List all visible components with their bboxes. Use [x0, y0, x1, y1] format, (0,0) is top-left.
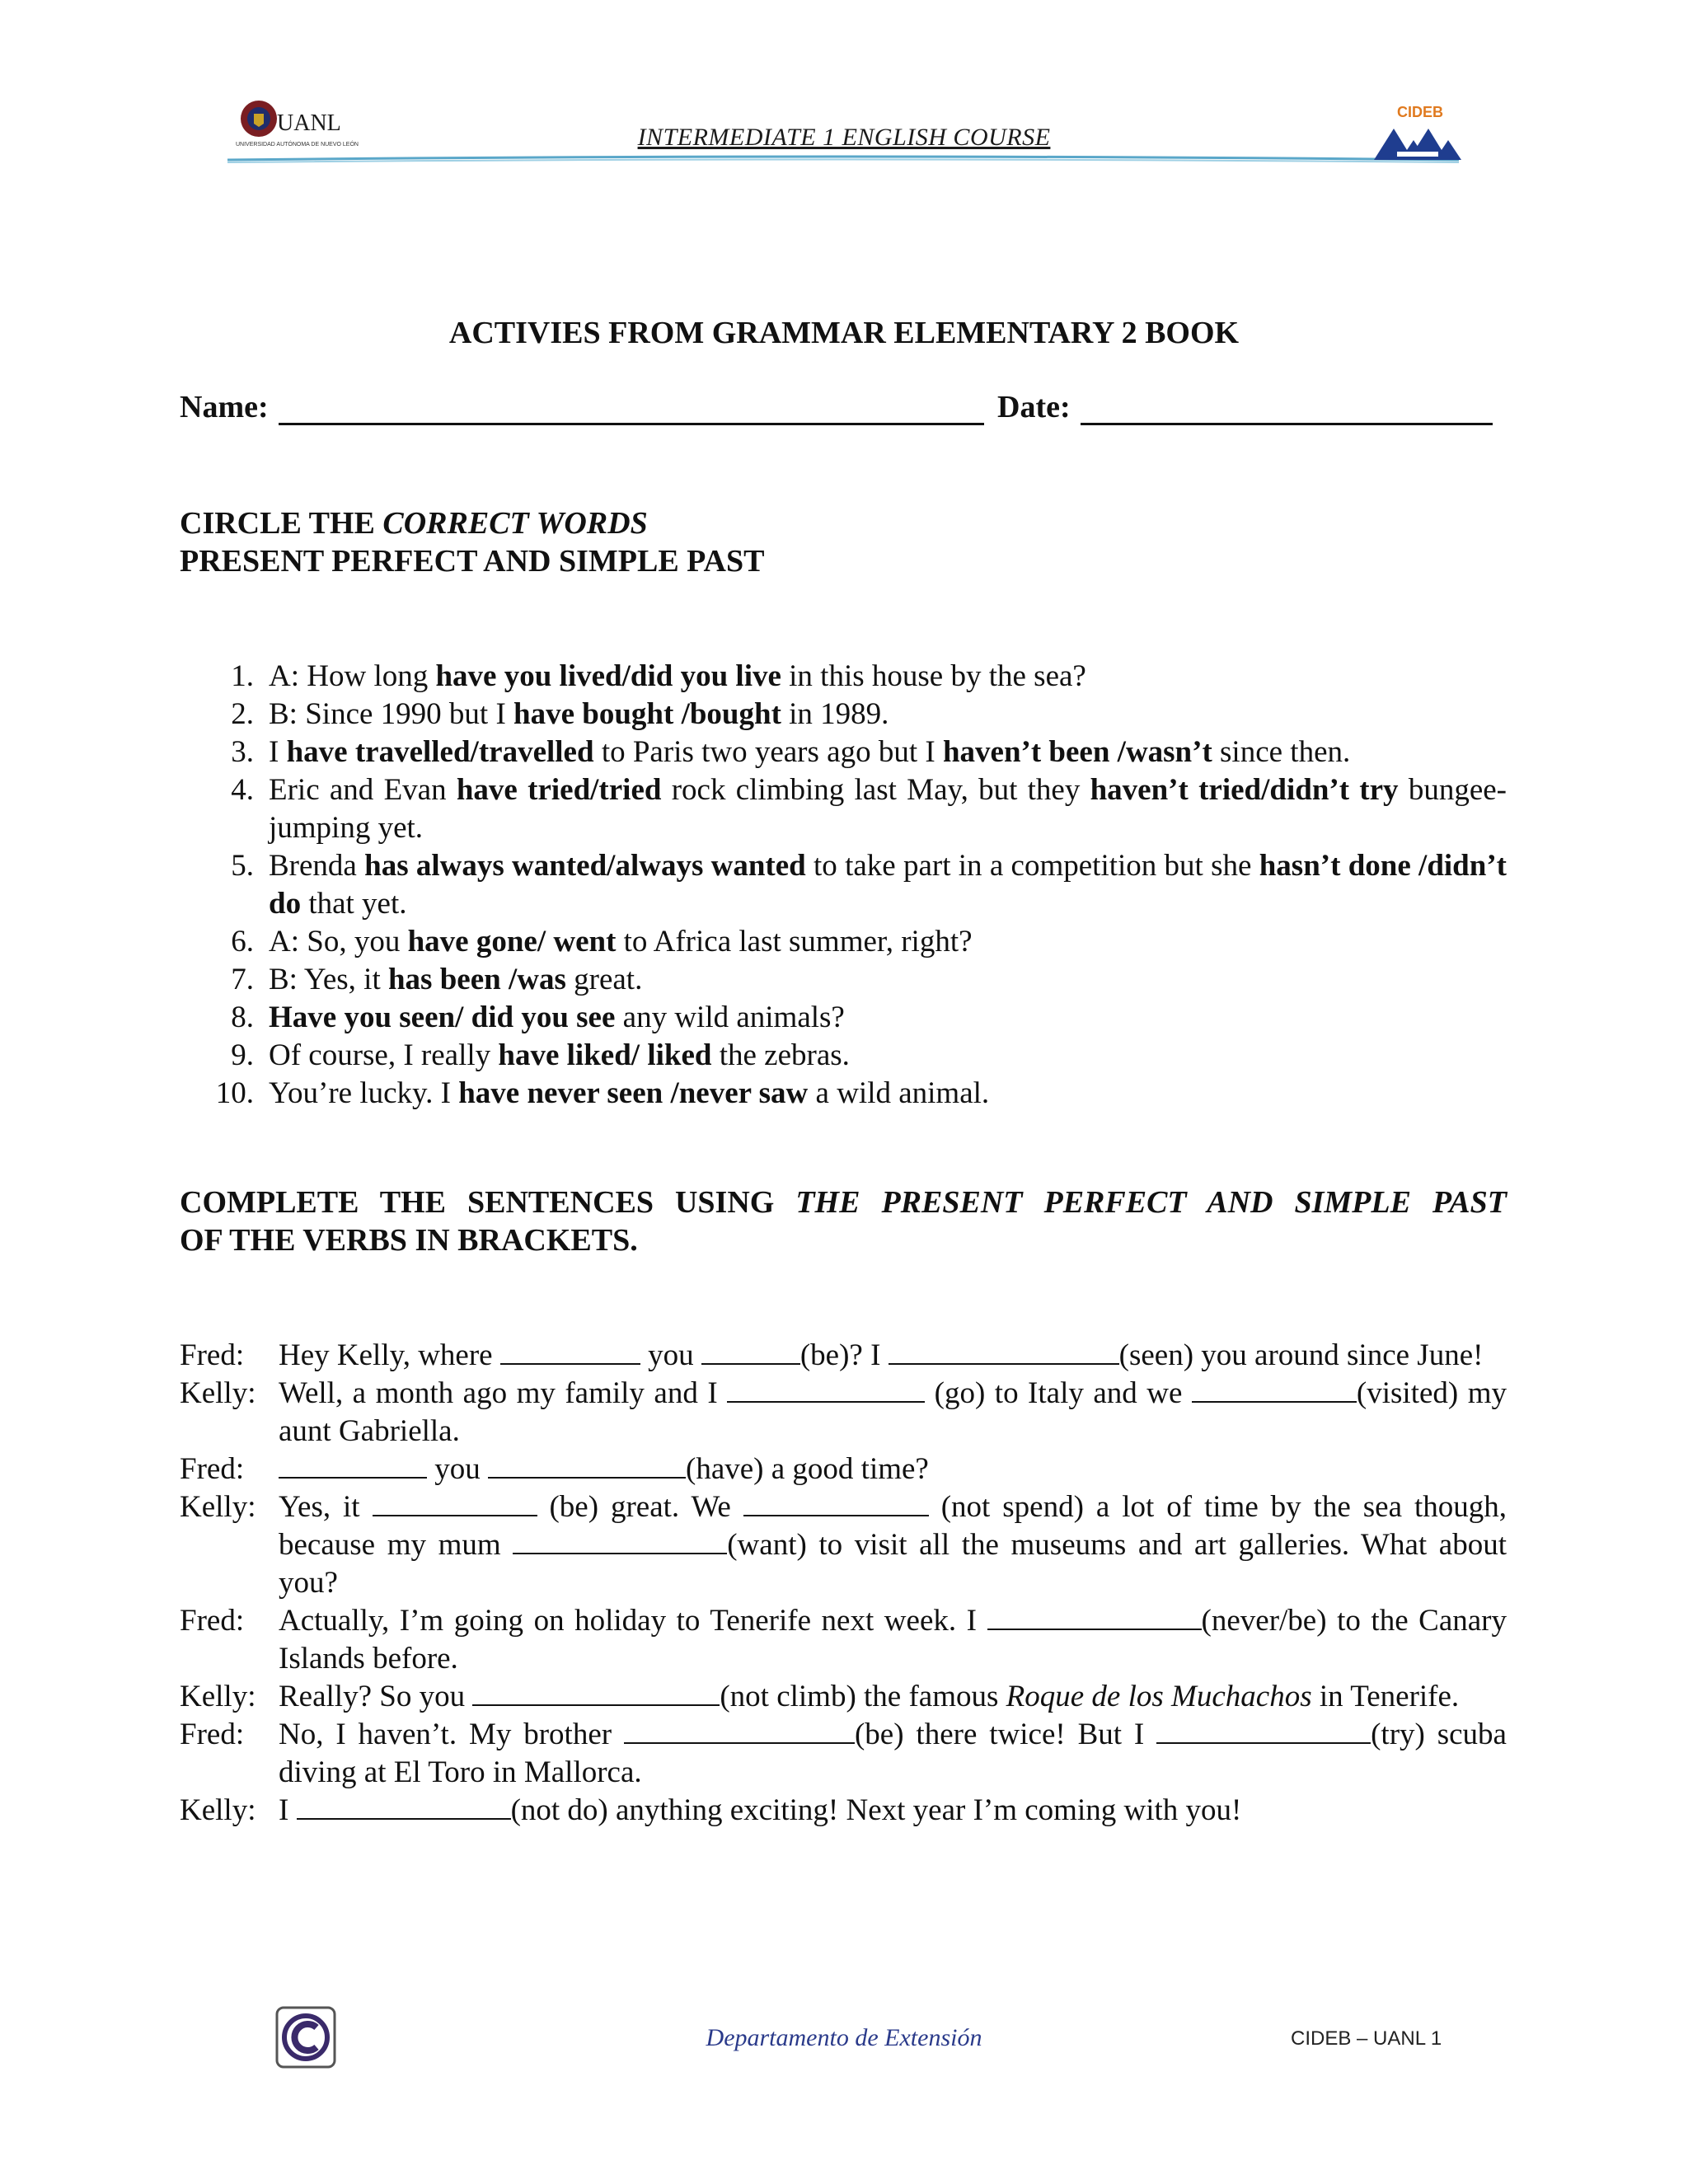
sentence-fragment: bungee-jumping yet. — [269, 773, 1507, 845]
dialogue-line — [180, 1716, 1507, 1792]
list-item-text — [269, 771, 1507, 847]
sentence-fragment: Eric and Evan — [269, 773, 457, 807]
section1-heading-italic: CORRECT WORDS — [382, 506, 648, 541]
list-item-number: 6. — [231, 925, 254, 958]
speaker-label: Fred: — [180, 1452, 245, 1486]
list-item-number: 10. — [215, 1076, 254, 1110]
header-rule — [227, 155, 1459, 166]
date-label: Date: — [997, 390, 1071, 424]
list-item-text — [269, 999, 1507, 1037]
date-field[interactable] — [997, 389, 1493, 425]
sentence-fragment: in 1989. — [781, 697, 889, 731]
cideb-logo — [1372, 104, 1463, 162]
sentence-fragment: A: How long — [269, 659, 436, 693]
answer-blank[interactable] — [373, 1490, 537, 1516]
answer-blank[interactable] — [889, 1338, 1119, 1365]
list-item-number: 9. — [231, 1038, 254, 1072]
section1-heading-b: PRESENT PERFECT AND SIMPLE PAST — [180, 544, 765, 579]
dialogue-line — [180, 1488, 1507, 1602]
verb-choice[interactable]: haven’t tried/didn’t try — [1090, 773, 1399, 807]
list-item-text — [269, 1075, 1507, 1113]
list-item-text — [269, 961, 1507, 999]
sentence-fragment: You’re lucky. I — [269, 1076, 459, 1110]
list-item-text — [269, 733, 1507, 771]
list-item-text — [269, 696, 1507, 733]
list-item — [213, 1037, 1507, 1075]
list-item — [213, 847, 1507, 923]
dialogue-fragment: Yes, it — [279, 1490, 373, 1524]
sentence-fragment: in this house by the sea? — [781, 659, 1086, 693]
list-item — [213, 696, 1507, 733]
list-item — [213, 999, 1507, 1037]
answer-blank[interactable] — [472, 1680, 720, 1706]
sentence-fragment: great. — [565, 963, 643, 996]
list-item-text — [269, 923, 1507, 961]
dialogue-fragment: (visited) my aunt Gabriella. — [279, 1376, 1507, 1448]
dialogue-line — [180, 1337, 1507, 1375]
dialogue-line — [180, 1678, 1507, 1716]
section2-heading-b: OF THE VERBS IN BRACKETS. — [180, 1223, 638, 1258]
cideb-emblem-icon — [1372, 120, 1463, 162]
footer-page-number: CIDEB – UANL 1 — [1291, 2027, 1442, 2050]
place-name: Roque de los Muchachos — [1006, 1680, 1312, 1713]
circle-exercise-list — [213, 658, 1507, 1113]
verb-choice[interactable]: have never seen /never saw — [458, 1076, 809, 1110]
dialogue-exercise — [180, 1337, 1507, 1830]
list-item-number: 3. — [231, 735, 254, 769]
sentence-fragment: since then. — [1212, 735, 1351, 769]
sentence-fragment: any wild animals? — [615, 1001, 845, 1034]
verb-choice[interactable]: have liked/ liked — [498, 1038, 712, 1072]
sentence-fragment: a wild animal. — [808, 1076, 990, 1110]
speaker-label: Fred: — [180, 1338, 245, 1372]
answer-blank[interactable] — [500, 1338, 640, 1365]
answer-blank[interactable] — [1156, 1718, 1371, 1744]
name-label: Name: — [180, 390, 269, 424]
verb-choice[interactable]: have bought /bought — [513, 697, 781, 731]
list-item — [213, 733, 1507, 771]
section1-heading — [180, 504, 1507, 580]
dialogue-line — [180, 1375, 1507, 1451]
answer-blank[interactable] — [987, 1604, 1202, 1630]
verb-choice[interactable]: have travelled/travelled — [286, 735, 594, 769]
dialogue-fragment: (seen) you around since June! — [1118, 1338, 1484, 1372]
dialogue-fragment: you — [427, 1452, 488, 1486]
list-item-number: 5. — [231, 849, 254, 883]
dialogue-fragment: (be) there twice! But I — [854, 1718, 1157, 1751]
sentence-fragment: that yet. — [301, 887, 407, 921]
section2-heading-italic: THE PRESENT PERFECT AND SIMPLE PAST — [795, 1185, 1507, 1220]
speaker-label: Kelly: — [180, 1490, 256, 1524]
section1-heading-a: CIRCLE THE — [180, 506, 383, 541]
list-item-number: 2. — [231, 697, 254, 731]
list-item — [213, 923, 1507, 961]
dialogue-fragment: (not climb) the famous — [720, 1680, 1006, 1713]
dialogue-line — [180, 1451, 1507, 1488]
list-item-text — [269, 1037, 1507, 1075]
sentence-fragment: Brenda — [269, 849, 365, 883]
answer-blank[interactable] — [1192, 1376, 1357, 1403]
list-item — [213, 961, 1507, 999]
list-item — [213, 658, 1507, 696]
verb-choice[interactable]: hasn’t done /didn’t do — [269, 849, 1507, 921]
dialogue-fragment: No, I haven’t. My brother — [279, 1718, 624, 1751]
section2-heading — [180, 1183, 1507, 1259]
sentence-fragment: I — [269, 735, 287, 769]
sentence-fragment: to take part in a competition but she — [805, 849, 1259, 883]
course-title: INTERMEDIATE 1 ENGLISH COURSE — [637, 124, 1051, 151]
speaker-label: Kelly: — [180, 1680, 256, 1713]
list-item — [213, 1075, 1507, 1113]
list-item-number: 1. — [231, 659, 254, 693]
answer-blank[interactable] — [279, 1452, 427, 1479]
verb-choice[interactable]: has always wanted/always wanted — [364, 849, 806, 883]
name-blank[interactable] — [279, 391, 984, 425]
list-item-text — [269, 847, 1507, 923]
dialogue-line — [180, 1792, 1507, 1830]
dialogue-line — [180, 1602, 1507, 1678]
speaker-label: Kelly: — [180, 1376, 256, 1410]
dialogue-fragment: (be) great. We — [537, 1490, 743, 1524]
dialogue-fragment: (not spend) a lot of time by the sea though, because my mum — [279, 1490, 1507, 1562]
speaker-label: Fred: — [180, 1604, 245, 1638]
sentence-fragment: A: So, you — [269, 925, 408, 958]
document-title: ACTIVIES FROM GRAMMAR ELEMENTARY 2 BOOK — [448, 316, 1240, 350]
dialogue-text — [279, 1678, 1507, 1716]
list-item-text — [269, 658, 1507, 696]
list-item-number: 7. — [231, 963, 254, 996]
dialogue-fragment: Really? So you — [279, 1680, 473, 1713]
uanl-logo-subtext: UNIVERSIDAD AUTÓNOMA DE NUEVO LEÓN — [236, 142, 359, 148]
verb-choice[interactable]: haven’t been /wasn’t — [942, 735, 1212, 769]
list-item-number: 4. — [231, 773, 254, 807]
answer-blank[interactable] — [624, 1718, 855, 1744]
dialogue-text — [279, 1792, 1507, 1830]
answer-blank[interactable] — [701, 1338, 800, 1365]
sentence-fragment: B: Since 1990 but I — [269, 697, 514, 731]
sentence-fragment: the zebras. — [711, 1038, 850, 1072]
sentence-fragment: B: Yes, it — [269, 963, 388, 996]
dialogue-fragment: in Tenerife. — [1311, 1680, 1460, 1713]
cideb-logo-text: CIDEB — [1397, 104, 1444, 120]
dialogue-fragment: Well, a month ago my family and I — [279, 1376, 728, 1410]
answer-blank[interactable] — [513, 1528, 727, 1554]
dialogue-text — [279, 1451, 1507, 1488]
dialogue-fragment: (try) scuba diving at El Toro in Mallorca. — [279, 1718, 1507, 1789]
dialogue-text — [279, 1375, 1507, 1451]
list-item — [213, 771, 1507, 847]
speaker-label: Kelly: — [180, 1793, 256, 1827]
dialogue-fragment: (be)? I — [799, 1338, 889, 1372]
verb-choice[interactable]: Have you seen/ did you see — [269, 1001, 616, 1034]
speaker-label: Fred: — [180, 1718, 245, 1751]
dialogue-fragment: I — [279, 1793, 297, 1827]
answer-blank[interactable] — [727, 1376, 925, 1403]
verb-choice[interactable]: have tried/tried — [456, 773, 662, 807]
dialogue-fragment: you — [640, 1338, 701, 1372]
verb-choice[interactable]: have gone/ went — [407, 925, 617, 958]
dialogue-text — [279, 1337, 1507, 1375]
answer-blank[interactable] — [488, 1452, 686, 1479]
sentence-fragment: to Africa last summer, right? — [616, 925, 973, 958]
answer-blank[interactable] — [743, 1490, 929, 1516]
dialogue-fragment: Hey Kelly, where — [279, 1338, 500, 1372]
list-item-number: 8. — [231, 1001, 254, 1034]
answer-blank[interactable] — [297, 1793, 511, 1820]
footer-department: Departamento de Extensión — [706, 2024, 982, 2051]
section2-heading-a: COMPLETE THE SENTENCES USING — [180, 1185, 796, 1220]
verb-choice[interactable]: has been /was — [387, 963, 566, 996]
dialogue-text — [279, 1488, 1507, 1602]
dialogue-fragment: (go) to Italy and we — [925, 1376, 1192, 1410]
dialogue-fragment: (never/be) to the Canary Islands before. — [279, 1604, 1507, 1675]
date-blank[interactable] — [1081, 391, 1493, 425]
dialogue-fragment: (not do) anything exciting! Next year I’m coming with you! — [510, 1793, 1242, 1827]
sentence-fragment: Of course, I really — [269, 1038, 499, 1072]
sentence-fragment: rock climbing last May, but they — [661, 773, 1090, 807]
dialogue-text — [279, 1716, 1507, 1792]
name-field[interactable] — [180, 389, 984, 425]
sentence-fragment: to Paris two years ago but I — [593, 735, 943, 769]
dialogue-fragment: (have) a good time? — [686, 1452, 929, 1486]
dialogue-text — [279, 1602, 1507, 1678]
dialogue-fragment: (want) to visit all the museums and art galleries. What about you? — [279, 1528, 1507, 1600]
dialogue-fragment: Actually, I’m going on holiday to Tenerife next week. I — [279, 1604, 987, 1638]
verb-choice[interactable]: have you lived/did you live — [435, 659, 781, 693]
uanl-logo-text: UANL — [277, 110, 341, 136]
